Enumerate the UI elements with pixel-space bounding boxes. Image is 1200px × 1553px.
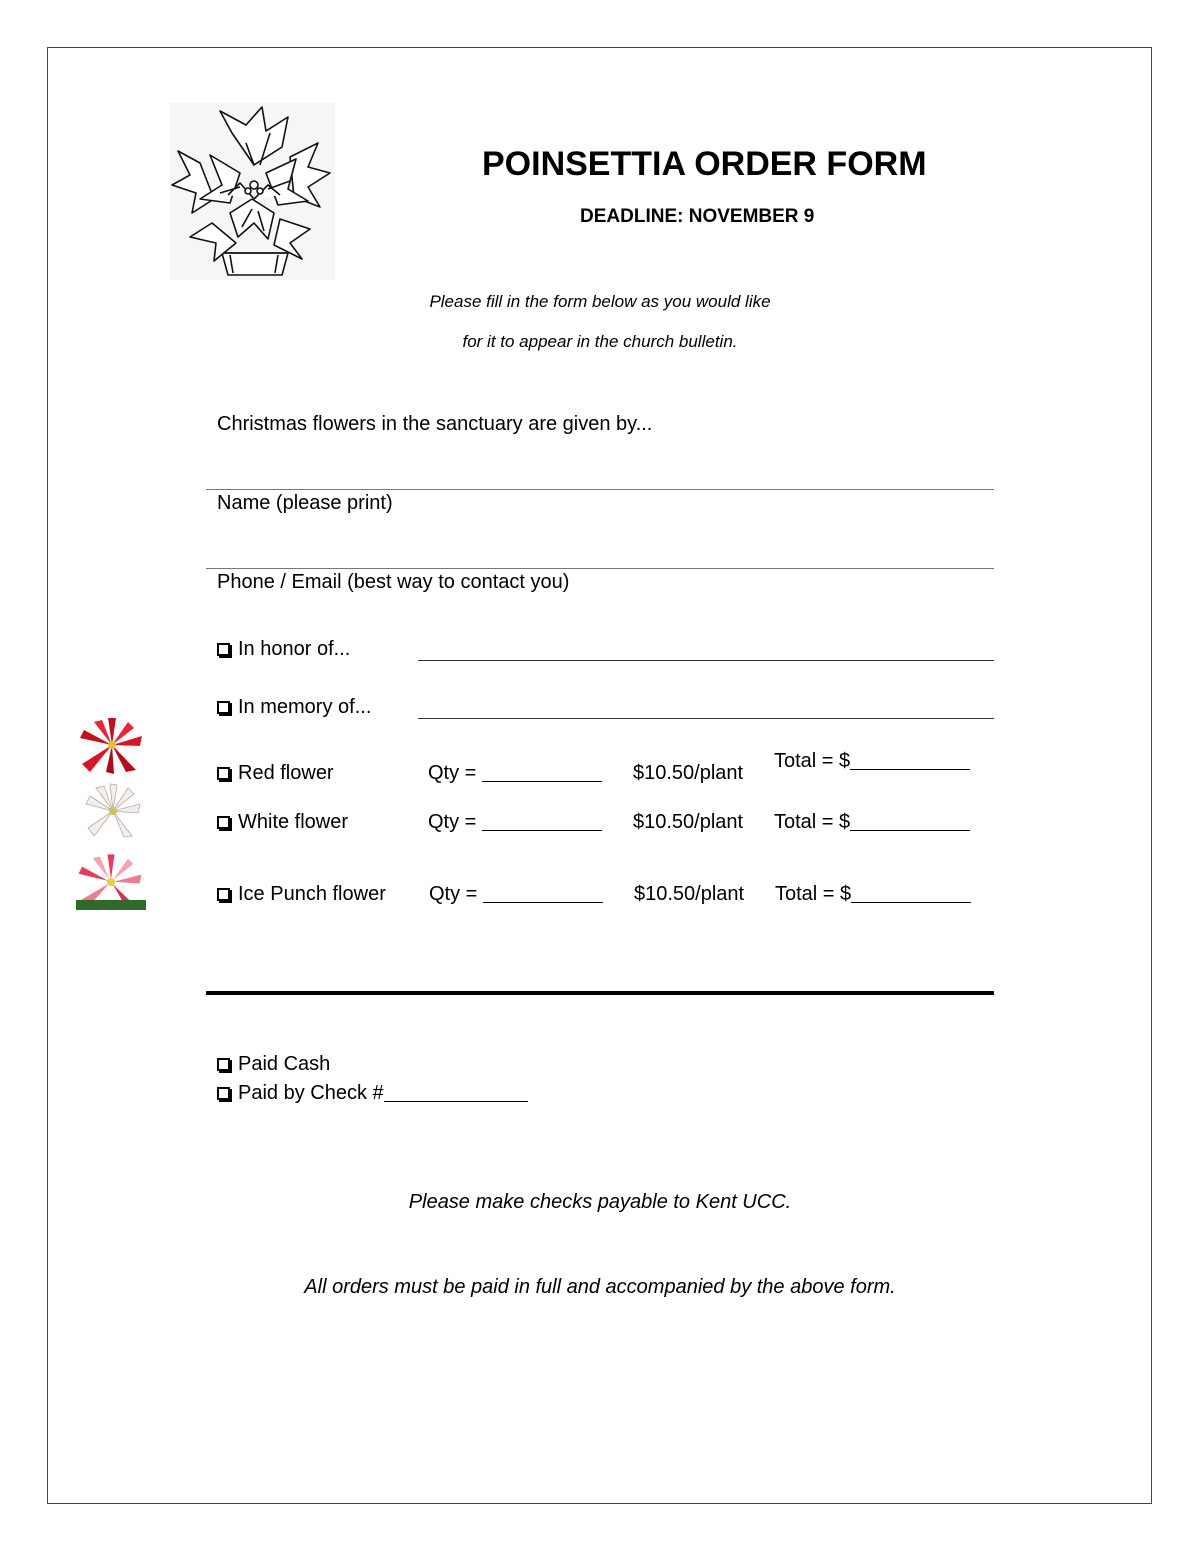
ice-punch-total-label: Total = $: [775, 883, 852, 905]
white-flower-label: White flower: [238, 811, 349, 833]
paid-check-label: Paid by Check #: [238, 1082, 384, 1104]
ice-punch-flower-checkbox[interactable]: [217, 888, 230, 901]
honor-label: In honor of...: [238, 638, 351, 660]
red-qty-label: Qty =: [428, 762, 477, 784]
red-flower-option[interactable]: [217, 762, 334, 785]
ice-punch-poinsettia-icon: [76, 852, 146, 910]
paid-check-option[interactable]: [217, 1082, 528, 1105]
contact-line[interactable]: [206, 568, 994, 569]
contact-label: Phone / Email (best way to contact you): [217, 571, 570, 593]
poinsettia-illustration-icon: [170, 103, 335, 280]
red-total-label: Total = $: [774, 750, 851, 772]
white-total-label: Total = $: [774, 811, 851, 833]
red-price: $10.50/plant: [633, 762, 744, 784]
paid-cash-label: Paid Cash: [238, 1053, 331, 1075]
instructions-line-2: for it to appear in the church bulletin.: [462, 332, 738, 351]
name-line[interactable]: [206, 489, 994, 490]
red-qty-field[interactable]: [428, 762, 602, 785]
red-poinsettia-icon: [78, 716, 146, 774]
ice-punch-qty-field[interactable]: [429, 883, 603, 906]
white-poinsettia-icon: [84, 782, 142, 840]
checks-payable-note: Please make checks payable to Kent UCC.: [408, 1191, 792, 1213]
red-flower-label: Red flower: [238, 762, 334, 784]
paid-cash-checkbox[interactable]: [217, 1058, 230, 1071]
name-label: Name (please print): [217, 492, 393, 514]
deadline-text: DEADLINE: NOVEMBER 9: [580, 206, 815, 227]
ice-punch-flower-option[interactable]: [217, 883, 386, 906]
given-by-label: Christmas flowers in the sanctuary are given by...: [217, 413, 653, 435]
memory-label: In memory of...: [238, 696, 372, 718]
section-divider: [206, 991, 994, 995]
ice-punch-flower-label: Ice Punch flower: [238, 883, 386, 905]
memory-option[interactable]: [217, 696, 371, 719]
paid-check-checkbox[interactable]: [217, 1087, 230, 1100]
red-total-field[interactable]: [774, 750, 970, 773]
ice-punch-total-field[interactable]: [775, 883, 971, 906]
paid-cash-option[interactable]: [217, 1053, 330, 1076]
page-title: POINSETTIA ORDER FORM: [482, 145, 927, 183]
white-flower-option[interactable]: [217, 811, 348, 834]
honor-line[interactable]: [418, 660, 994, 661]
white-price: $10.50/plant: [633, 811, 744, 833]
paid-in-full-note: All orders must be paid in full and accompanied by the above form.: [304, 1276, 896, 1298]
red-flower-checkbox[interactable]: [217, 767, 230, 780]
white-flower-checkbox[interactable]: [217, 816, 230, 829]
white-qty-field[interactable]: [428, 811, 602, 834]
instructions-line-1: Please fill in the form below as you would like: [429, 292, 771, 311]
honor-option[interactable]: [217, 638, 350, 661]
ice-punch-price: $10.50/plant: [634, 883, 745, 905]
memory-checkbox[interactable]: [217, 701, 230, 714]
white-qty-label: Qty =: [428, 811, 477, 833]
honor-checkbox[interactable]: [217, 643, 230, 656]
white-total-field[interactable]: [774, 811, 970, 834]
ice-punch-qty-label: Qty =: [429, 883, 478, 905]
check-number-blank[interactable]: [384, 1083, 528, 1102]
memory-line[interactable]: [418, 718, 994, 719]
